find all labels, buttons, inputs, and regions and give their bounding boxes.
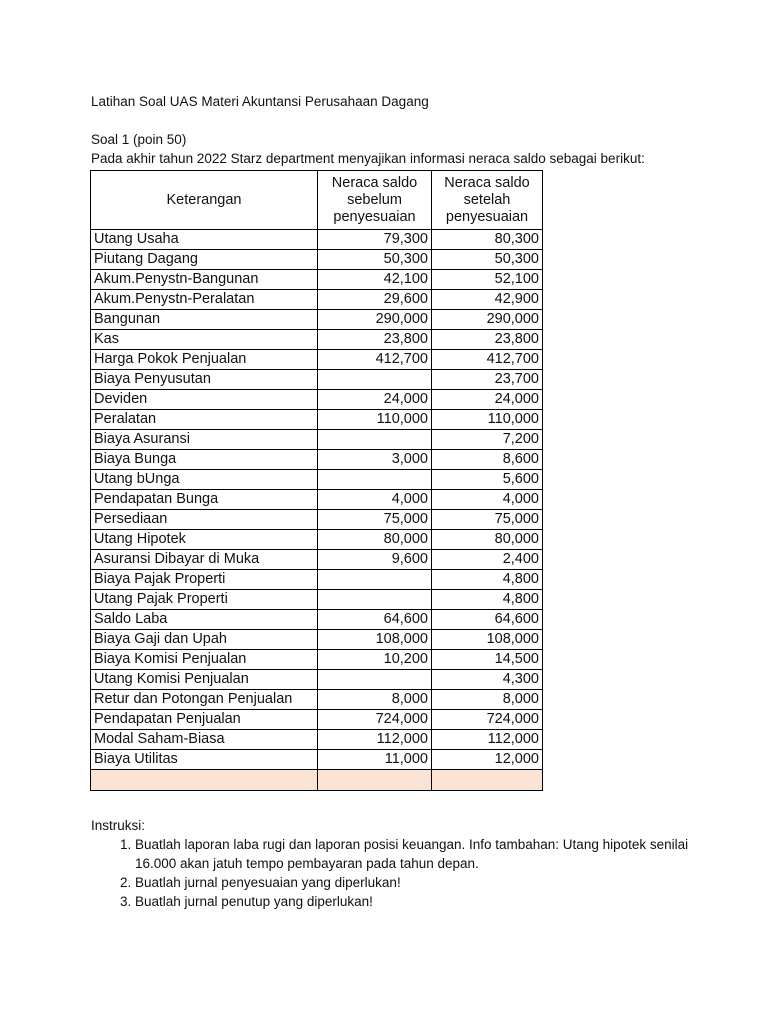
- cell-before-adjustment: 42,100: [318, 270, 432, 290]
- cell-keterangan: Deviden: [91, 390, 318, 410]
- cell-keterangan: Akum.Penystn-Peralatan: [91, 290, 318, 310]
- trial-balance-table: [90, 170, 543, 791]
- cell-after-adjustment: 14,500: [432, 650, 543, 670]
- empty-total-row: [91, 770, 543, 791]
- cell-before-adjustment: 23,800: [318, 330, 432, 350]
- table-body: [91, 230, 543, 791]
- table-row: [91, 590, 543, 610]
- header-before-adjustment: [318, 171, 432, 230]
- cell-keterangan: Persediaan: [91, 510, 318, 530]
- header-before-line: penyesuaian: [333, 208, 416, 225]
- table-row: [91, 250, 543, 270]
- instructions-list: [91, 835, 711, 911]
- cell-after-adjustment: 64,600: [432, 610, 543, 630]
- cell-before-adjustment: 64,600: [318, 610, 432, 630]
- table-row: [91, 450, 543, 470]
- table-row: [91, 570, 543, 590]
- cell-keterangan: Biaya Pajak Properti: [91, 570, 318, 590]
- table-row: [91, 330, 543, 350]
- cell-keterangan: Modal Saham-Biasa: [91, 730, 318, 750]
- cell-keterangan: Utang Usaha: [91, 230, 318, 250]
- cell-after-adjustment: 23,700: [432, 370, 543, 390]
- cell-before-adjustment: 108,000: [318, 630, 432, 650]
- cell-after-adjustment: 112,000: [432, 730, 543, 750]
- empty-cell: [432, 770, 543, 791]
- table-row: [91, 710, 543, 730]
- empty-cell: [318, 770, 432, 791]
- cell-keterangan: Asuransi Dibayar di Muka: [91, 550, 318, 570]
- cell-after-adjustment: 75,000: [432, 510, 543, 530]
- cell-keterangan: Bangunan: [91, 310, 318, 330]
- header-after-line: penyesuaian: [445, 208, 529, 225]
- cell-after-adjustment: 7,200: [432, 430, 543, 450]
- cell-before-adjustment: 50,300: [318, 250, 432, 270]
- cell-keterangan: Akum.Penystn-Bangunan: [91, 270, 318, 290]
- cell-after-adjustment: 23,800: [432, 330, 543, 350]
- cell-before-adjustment: [318, 430, 432, 450]
- cell-after-adjustment: 50,300: [432, 250, 543, 270]
- table-row: [91, 550, 543, 570]
- cell-keterangan: Saldo Laba: [91, 610, 318, 630]
- table-row: [91, 490, 543, 510]
- table-row: [91, 310, 543, 330]
- cell-before-adjustment: [318, 470, 432, 490]
- table-row: [91, 610, 543, 630]
- cell-before-adjustment: [318, 370, 432, 390]
- cell-after-adjustment: 2,400: [432, 550, 543, 570]
- cell-keterangan: Biaya Asuransi: [91, 430, 318, 450]
- cell-keterangan: Biaya Utilitas: [91, 750, 318, 770]
- cell-after-adjustment: 4,800: [432, 590, 543, 610]
- cell-before-adjustment: 8,000: [318, 690, 432, 710]
- header-before-line: sebelum: [347, 191, 402, 208]
- empty-cell: [91, 770, 318, 791]
- table-row: [91, 390, 543, 410]
- cell-keterangan: Utang bUnga: [91, 470, 318, 490]
- cell-after-adjustment: 724,000: [432, 710, 543, 730]
- table-row: [91, 510, 543, 530]
- cell-after-adjustment: 80,000: [432, 530, 543, 550]
- header-after-adjustment: [432, 171, 543, 230]
- cell-after-adjustment: 4,300: [432, 670, 543, 690]
- table-row: [91, 370, 543, 390]
- cell-before-adjustment: 4,000: [318, 490, 432, 510]
- instruction-item: 3. Buatlah jurnal penutup yang diperlukan!: [135, 892, 711, 911]
- table-row: [91, 630, 543, 650]
- cell-before-adjustment: 24,000: [318, 390, 432, 410]
- table-row: [91, 650, 543, 670]
- cell-before-adjustment: 79,300: [318, 230, 432, 250]
- cell-keterangan: Biaya Penyusutan: [91, 370, 318, 390]
- instruction-item: 2. Buatlah jurnal penyesuaian yang diperlukan!: [135, 873, 711, 892]
- table-row: [91, 730, 543, 750]
- cell-keterangan: Piutang Dagang: [91, 250, 318, 270]
- cell-keterangan: Biaya Gaji dan Upah: [91, 630, 318, 650]
- instruction-item: 1. Buatlah laporan laba rugi dan laporan posisi keuangan. Info tambahan: Utang hipotek senilai 16.000 akan jatuh tempo pembayaran pada tahun depan.: [135, 835, 711, 873]
- cell-before-adjustment: 3,000: [318, 450, 432, 470]
- cell-after-adjustment: 8,000: [432, 690, 543, 710]
- table-row: [91, 470, 543, 490]
- cell-before-adjustment: 80,000: [318, 530, 432, 550]
- cell-after-adjustment: 5,600: [432, 470, 543, 490]
- cell-keterangan: Pendapatan Penjualan: [91, 710, 318, 730]
- header-after-line: setelah: [463, 191, 511, 208]
- cell-after-adjustment: 4,800: [432, 570, 543, 590]
- cell-after-adjustment: 290,000: [432, 310, 543, 330]
- table-row: [91, 670, 543, 690]
- cell-after-adjustment: 24,000: [432, 390, 543, 410]
- cell-after-adjustment: 412,700: [432, 350, 543, 370]
- cell-keterangan: Retur dan Potongan Penjualan: [91, 690, 318, 710]
- cell-before-adjustment: 110,000: [318, 410, 432, 430]
- cell-before-adjustment: [318, 570, 432, 590]
- table-row: [91, 350, 543, 370]
- header-keterangan: Keterangan: [91, 171, 318, 230]
- instructions-title: Instruksi:: [91, 818, 146, 833]
- cell-after-adjustment: 8,600: [432, 450, 543, 470]
- document-title: Latihan Soal UAS Materi Akuntansi Perusahaan Dagang: [91, 94, 429, 109]
- cell-before-adjustment: 290,000: [318, 310, 432, 330]
- header-after-line: Neraca saldo: [444, 174, 530, 191]
- cell-after-adjustment: 52,100: [432, 270, 543, 290]
- table-row: [91, 430, 543, 450]
- cell-keterangan: Kas: [91, 330, 318, 350]
- cell-before-adjustment: 112,000: [318, 730, 432, 750]
- cell-keterangan: Utang Pajak Properti: [91, 590, 318, 610]
- cell-keterangan: Utang Komisi Penjualan: [91, 670, 318, 690]
- cell-after-adjustment: 4,000: [432, 490, 543, 510]
- table-row: [91, 290, 543, 310]
- cell-keterangan: Harga Pokok Penjualan: [91, 350, 318, 370]
- cell-before-adjustment: 9,600: [318, 550, 432, 570]
- cell-after-adjustment: 42,900: [432, 290, 543, 310]
- cell-after-adjustment: 80,300: [432, 230, 543, 250]
- cell-before-adjustment: 75,000: [318, 510, 432, 530]
- question-label: Soal 1 (poin 50): [91, 132, 187, 147]
- table-row: [91, 750, 543, 770]
- cell-keterangan: Biaya Komisi Penjualan: [91, 650, 318, 670]
- cell-after-adjustment: 12,000: [432, 750, 543, 770]
- cell-before-adjustment: 724,000: [318, 710, 432, 730]
- table-row: [91, 270, 543, 290]
- table-header-row: [91, 171, 543, 230]
- cell-keterangan: Peralatan: [91, 410, 318, 430]
- instructions-section: [91, 818, 711, 911]
- cell-before-adjustment: [318, 590, 432, 610]
- table-row: [91, 690, 543, 710]
- cell-keterangan: Utang Hipotek: [91, 530, 318, 550]
- cell-keterangan: Pendapatan Bunga: [91, 490, 318, 510]
- header-before-line: Neraca saldo: [331, 174, 418, 191]
- cell-after-adjustment: 110,000: [432, 410, 543, 430]
- table-row: [91, 410, 543, 430]
- table-row: [91, 230, 543, 250]
- cell-before-adjustment: 11,000: [318, 750, 432, 770]
- cell-before-adjustment: 29,600: [318, 290, 432, 310]
- cell-before-adjustment: [318, 670, 432, 690]
- cell-before-adjustment: 10,200: [318, 650, 432, 670]
- cell-keterangan: Biaya Bunga: [91, 450, 318, 470]
- table-row: [91, 530, 543, 550]
- cell-after-adjustment: 108,000: [432, 630, 543, 650]
- question-intro: Pada akhir tahun 2022 Starz department menyajikan informasi neraca saldo sebagai berikut:: [91, 151, 645, 166]
- cell-before-adjustment: 412,700: [318, 350, 432, 370]
